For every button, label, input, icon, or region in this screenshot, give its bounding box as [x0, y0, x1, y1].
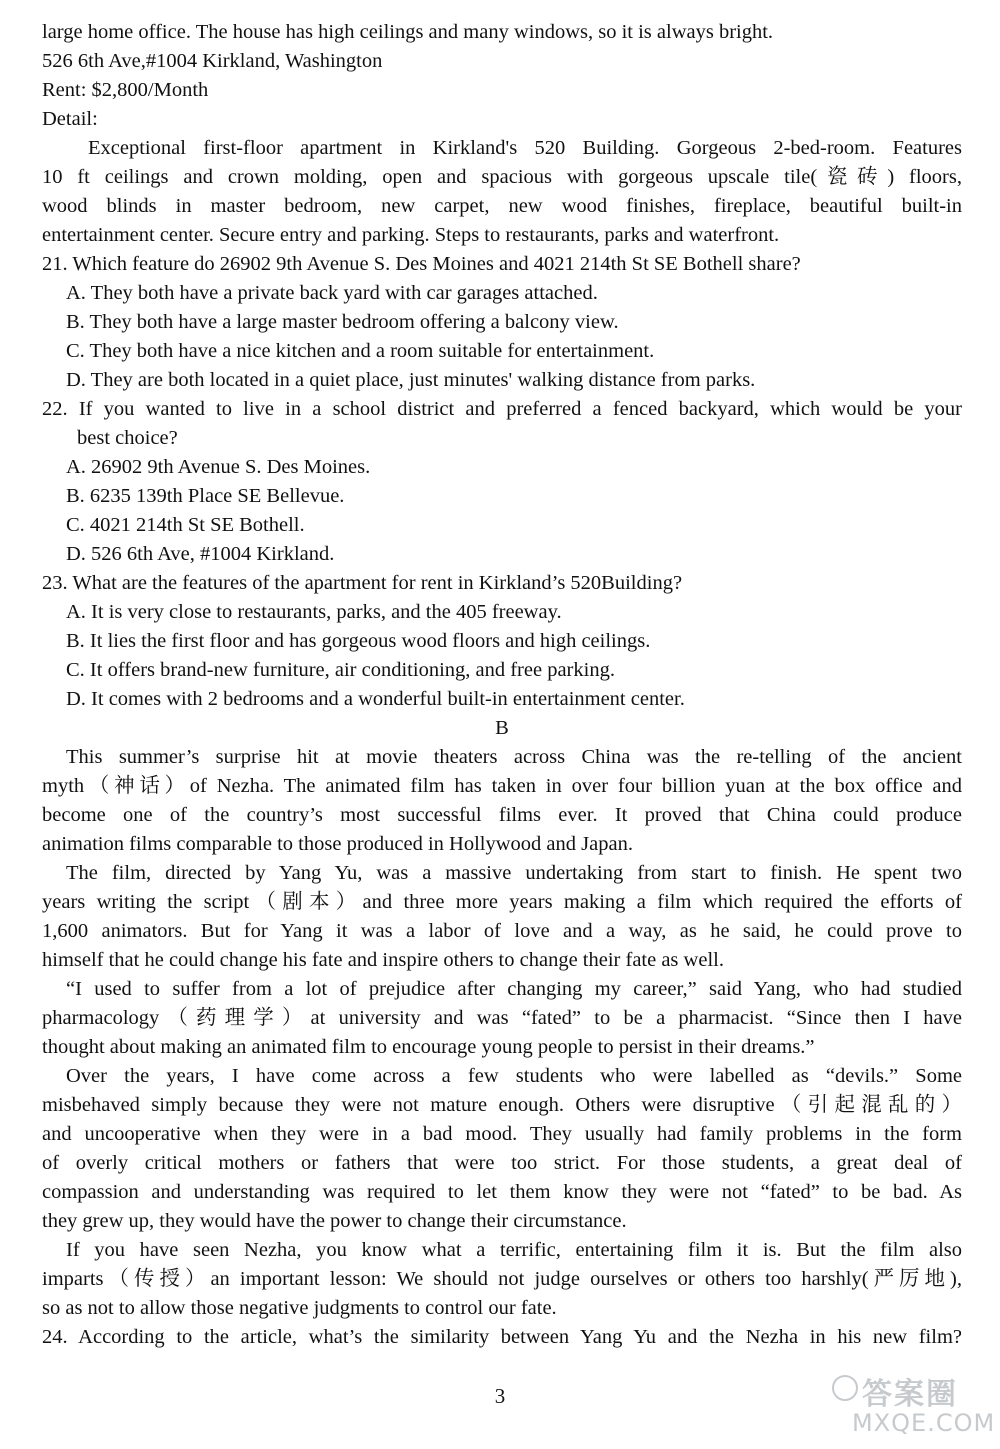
text-line: “I used to suffer from a lot of prejudice after changing my career,” said Yang, who had studied — [66, 978, 962, 1000]
page-number: 3 — [494, 1384, 506, 1408]
text-line: This summer’s surprise hit at movie theaters across China was the re-telling of the ancient — [66, 746, 962, 768]
text-line: Rent: $2,800/Month — [42, 79, 209, 101]
text-line: thought about making an animated film to encourage young people to persist in their dreams.” — [42, 1036, 815, 1058]
text-line: C. They both have a nice kitchen and a room suitable for entertainment. — [66, 340, 655, 362]
text-line: best choice? — [77, 427, 178, 449]
text-line: The film, directed by Yang Yu, was a massive undertaking from start to finish. He spent two — [66, 862, 962, 884]
text-line: years writing the script（剧本）and three more years making a film which required the efforts of — [42, 891, 962, 913]
text-line: wood blinds in master bedroom, new carpet, new wood finishes, fireplace, beautiful built-in — [42, 195, 962, 217]
text-line: C. 4021 214th St SE Bothell. — [66, 514, 305, 536]
text-line: entertainment center. Secure entry and parking. Steps to restaurants, parks and waterfront. — [42, 224, 780, 246]
document-page — [42, 18, 962, 1352]
text-line: 1,600 animators. But for Yang it was a labor of love and a way, as he said, he could prove to — [42, 920, 962, 942]
text-line: B. It lies the first floor and has gorgeous wood floors and high ceilings. — [66, 630, 651, 652]
text-line: 21. Which feature do 26902 9th Avenue S. Des Moines and 4021 214th St SE Bothell share? — [42, 253, 801, 275]
text-line: 24. According to the article, what’s the similarity between Yang Yu and the Nezha in his new film? — [42, 1326, 962, 1348]
text-line: compassion and understanding was required to let them know they were not “fated” to be bad. As — [42, 1181, 962, 1203]
text-line: B — [495, 717, 509, 739]
text-line: large home office. The house has high ceilings and many windows, so it is always bright. — [42, 21, 774, 43]
text-line: himself that he could change his fate and inspire others to change their fate as well. — [42, 949, 724, 971]
watermark-text: 答案圈 — [862, 1377, 958, 1412]
text-line: they grew up, they would have the power to change their circumstance. — [42, 1210, 627, 1232]
text-line: Detail: — [42, 108, 98, 130]
text-line: 23. What are the features of the apartment for rent in Kirkland’s 520Building? — [42, 572, 683, 594]
text-line: 22. If you wanted to live in a school district and preferred a fenced backyard, which would be your — [42, 398, 962, 420]
text-line: Over the years, I have come across a few students who were labelled as “devils.” Some — [66, 1065, 962, 1087]
text-line: If you have seen Nezha, you know what a terrific, entertaining film it is. But the film also — [66, 1239, 962, 1261]
text-line: so as not to allow those negative judgments to control our fate. — [42, 1297, 557, 1319]
watermark-logo-icon — [832, 1375, 858, 1401]
text-line: D. 526 6th Ave, #1004 Kirkland. — [66, 543, 335, 565]
text-line: misbehaved simply because they were not mature enough. Others were disruptive（引起混乱的） — [42, 1094, 962, 1116]
text-line: D. They are both located in a quiet place, just minutes' walking distance from parks. — [66, 369, 756, 391]
text-line: animation films comparable to those produced in Hollywood and Japan. — [42, 833, 633, 855]
text-line: imparts（传授）an important lesson: We should not judge ourselves or others too harshly(严厉地), — [42, 1268, 962, 1290]
text-line: B. 6235 139th Place SE Bellevue. — [66, 485, 345, 507]
text-line: 526 6th Ave,#1004 Kirkland, Washington — [42, 50, 383, 72]
text-line: Exceptional first-floor apartment in Kirkland's 520 Building. Gorgeous 2-bed-room. Features — [88, 137, 962, 159]
text-line: and uncooperative when they were in a bad mood. They usually had family problems in the form — [42, 1123, 962, 1145]
text-line: pharmacology（药理学）at university and was “fated” to be a pharmacist. “Since then I have — [42, 1007, 962, 1029]
text-line: 10 ft ceilings and crown molding, open and spacious with gorgeous upscale tile(瓷砖) floors, — [42, 166, 962, 188]
text-line: C. It offers brand-new furniture, air conditioning, and free parking. — [66, 659, 615, 681]
watermark-url: MXQE.COM — [852, 1409, 996, 1437]
text-line: of overly critical mothers or fathers that were too strict. For those students, a great deal of — [42, 1152, 962, 1174]
text-line: D. It comes with 2 bedrooms and a wonderful built-in entertainment center. — [66, 688, 685, 710]
text-line: A. They both have a private back yard with car garages attached. — [66, 282, 598, 304]
text-line: become one of the country’s most successful films ever. It proved that China could produce — [42, 804, 962, 826]
text-line: myth（神话）of Nezha. The animated film has taken in over four billion yuan at the box office and — [42, 775, 962, 797]
text-line: A. It is very close to restaurants, parks, and the 405 freeway. — [66, 601, 562, 623]
watermark — [832, 1363, 996, 1443]
text-line: B. They both have a large master bedroom offering a balcony view. — [66, 311, 619, 333]
text-line: A. 26902 9th Avenue S. Des Moines. — [66, 456, 371, 478]
